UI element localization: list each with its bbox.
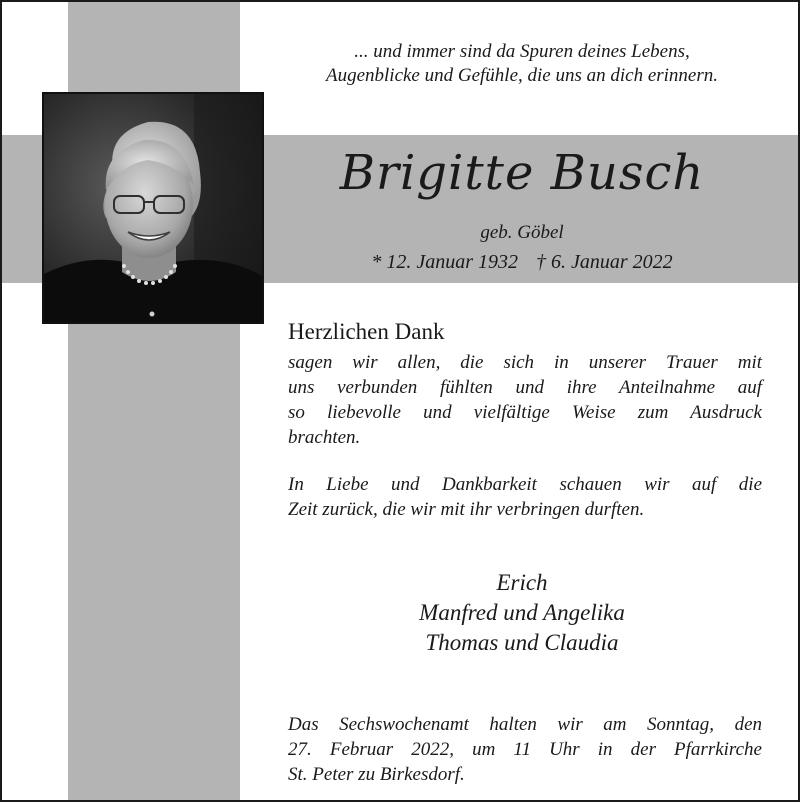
birth-date: * 12. Januar 1932	[371, 251, 518, 273]
text-line: uns verbunden fühlten und ihre Anteilnahme auf	[288, 377, 762, 398]
maiden-name: geb. Göbel	[480, 222, 564, 243]
quote-line: ... und immer sind da Spuren deines Lebens,	[354, 41, 690, 62]
mourners-list	[272, 568, 772, 658]
text-line: 27. Februar 2022, um 11 Uhr in der Pfarrkirche	[288, 739, 762, 760]
deceased-name: Brigitte Busch	[339, 145, 705, 201]
text-line: sagen wir allen, die sich in unserer Trauer mit	[288, 352, 762, 373]
text-line: St. Peter zu Birkesdorf.	[288, 764, 465, 785]
gratitude-paragraph	[288, 472, 762, 522]
mourner-name: Manfred und Angelika	[419, 600, 625, 625]
text-line: Zeit zurück, die wir mit ihr verbringen durften.	[288, 499, 645, 520]
text-line: Das Sechswochenamt halten wir am Sonntag, den	[288, 714, 762, 735]
thanks-paragraph	[288, 350, 762, 450]
life-dates	[272, 249, 772, 275]
memorial-quote	[272, 40, 772, 88]
thanks-heading: Herzlichen Dank	[288, 319, 445, 344]
text-line: brachten.	[288, 427, 361, 448]
mourner-name: Erich	[496, 570, 548, 595]
quote-line: Augenblicke und Gefühle, die uns an dich erinnern.	[325, 65, 719, 86]
mourner-name: Thomas und Claudia	[425, 630, 619, 655]
text-line: so liebevolle und vielfältige Weise zum Ausdruck	[288, 402, 762, 423]
portrait-image	[44, 94, 262, 322]
memorial-service-notice	[288, 712, 762, 787]
text-line: In Liebe und Dankbarkeit schauen wir auf die	[288, 474, 762, 495]
portrait-photo	[42, 92, 264, 324]
death-date: † 6. Januar 2022	[536, 251, 673, 273]
